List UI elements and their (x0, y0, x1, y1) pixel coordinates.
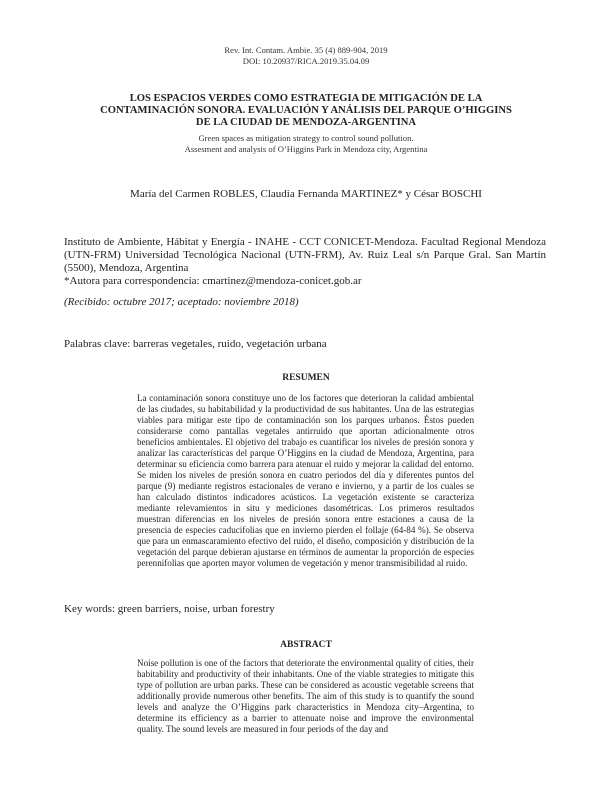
paper-title: LOS ESPACIOS VERDES COMO ESTRATEGIA DE MITIGACIÓN DE LA CONTAMINACIÓN SONORA. EVALUACIÓN Y ANÁLISIS DEL PARQUE O’HIGGINS DE LA CIUDAD DE MENDOZA-ARGENTINA (100, 93, 512, 128)
abstract-text: Noise pollution is one of the factors that deteriorate the environmental quality of cities, their habitability and productivity of their inhabitants. One of the viable strategies to mitigate this type of pollution are urban parks. These can be considered as acoustic vegetable screens that additionally provide numerous other benefits. The aim of this study is to quantify the sound levels and analyze the O’Higgins park characteristics in Mendoza city–Argentina, to determine its efficiency as a barrier to attenuate noise and improve the environmental quality. The sound levels are measured in four periods of the day and (137, 658, 474, 734)
received-dates: (Recibido: octubre 2017; aceptado: noviembre 2018) (64, 296, 299, 308)
author-list: María del Carmen ROBLES, Claudia Fernanda MARTINEZ* y César BOSCHI (130, 188, 482, 200)
journal-citation: Rev. Int. Contam. Ambie. 35 (4) 889-904, 2019 (224, 45, 388, 55)
resumen-heading: RESUMEN (282, 373, 330, 383)
abstract-heading: ABSTRACT (280, 640, 332, 650)
english-title (0, 133, 612, 155)
journal-doi: DOI: 10.20937/RICA.2019.35.04.09 (242, 56, 370, 66)
keywords-spanish: Palabras clave: barreras vegetales, ruido, vegetación urbana (64, 338, 327, 350)
affiliation-block (64, 236, 546, 288)
english-title-line-2: Assesment and analysis of O’Higgins Park in Mendoza city, Argentina (184, 144, 428, 154)
corresponding-author: *Autora para correspondencia: cmartinez@mendoza-conicet.gob.ar (64, 275, 362, 287)
english-title-line-1: Green spaces as mitigation strategy to control sound pollution. (198, 133, 414, 143)
affiliation-institution: Instituto de Ambiente, Hábitat y Energía - INAHE - CCT CONICET-Mendoza. Facultad Regional Mendoza (UTN-FRM) Universidad Tecnológica Nacional (UTN-FRM), Av. Ruiz Leal s/n Parque Gral. San Martín (5500), Mendoza, Argentina (64, 236, 546, 274)
keywords-english: Key words: green barriers, noise, urban forestry (64, 603, 275, 615)
journal-header (0, 45, 612, 67)
resumen-text: La contaminación sonora constituye uno de los factores que deterioran la calidad ambiental de las ciudades, su habitabilidad y la productividad de sus habitantes. Una de las estrategias viables para mitigar este tipo de contaminación son los parques urbanos. Éstos pueden considerarse como pantallas vegetales antirruido que aportan adicionalmente otros beneficios ambientales. El objetivo del trabajo es cuantificar los niveles de presión sonora y analizar las características del parque O’Higgins en la ciudad de Mendoza, Argentina, para determinar su eficiencia como barrera para atenuar el ruido y mejorar la calidad del entorno. Se miden los niveles de presión sonora en cuatro periodos del día y diferentes puntos del parque (9) mediante registros estacionales de verano e invierno, y a partir de los cuales se han calculado distintos indicadores acústicos. La vegetación existente se caracteriza mediante relevamientos in situ y mediciones dasométricas. Los primeros resultados muestran diferencias en los niveles de presión sonora entre estaciones a causa de la presencia de especies caducifolias que en invierno pierden el follaje (64-84 %). Se observa que para un enmascaramiento efectivo del ruido, el diseño, composición y distribución de la vegetación del parque debieran ajustarse en términos de aumentar la proporción de especies perennifolias que aporten mayor volumen de vegetación y menor transmisibilidad al ruido. (137, 393, 474, 568)
